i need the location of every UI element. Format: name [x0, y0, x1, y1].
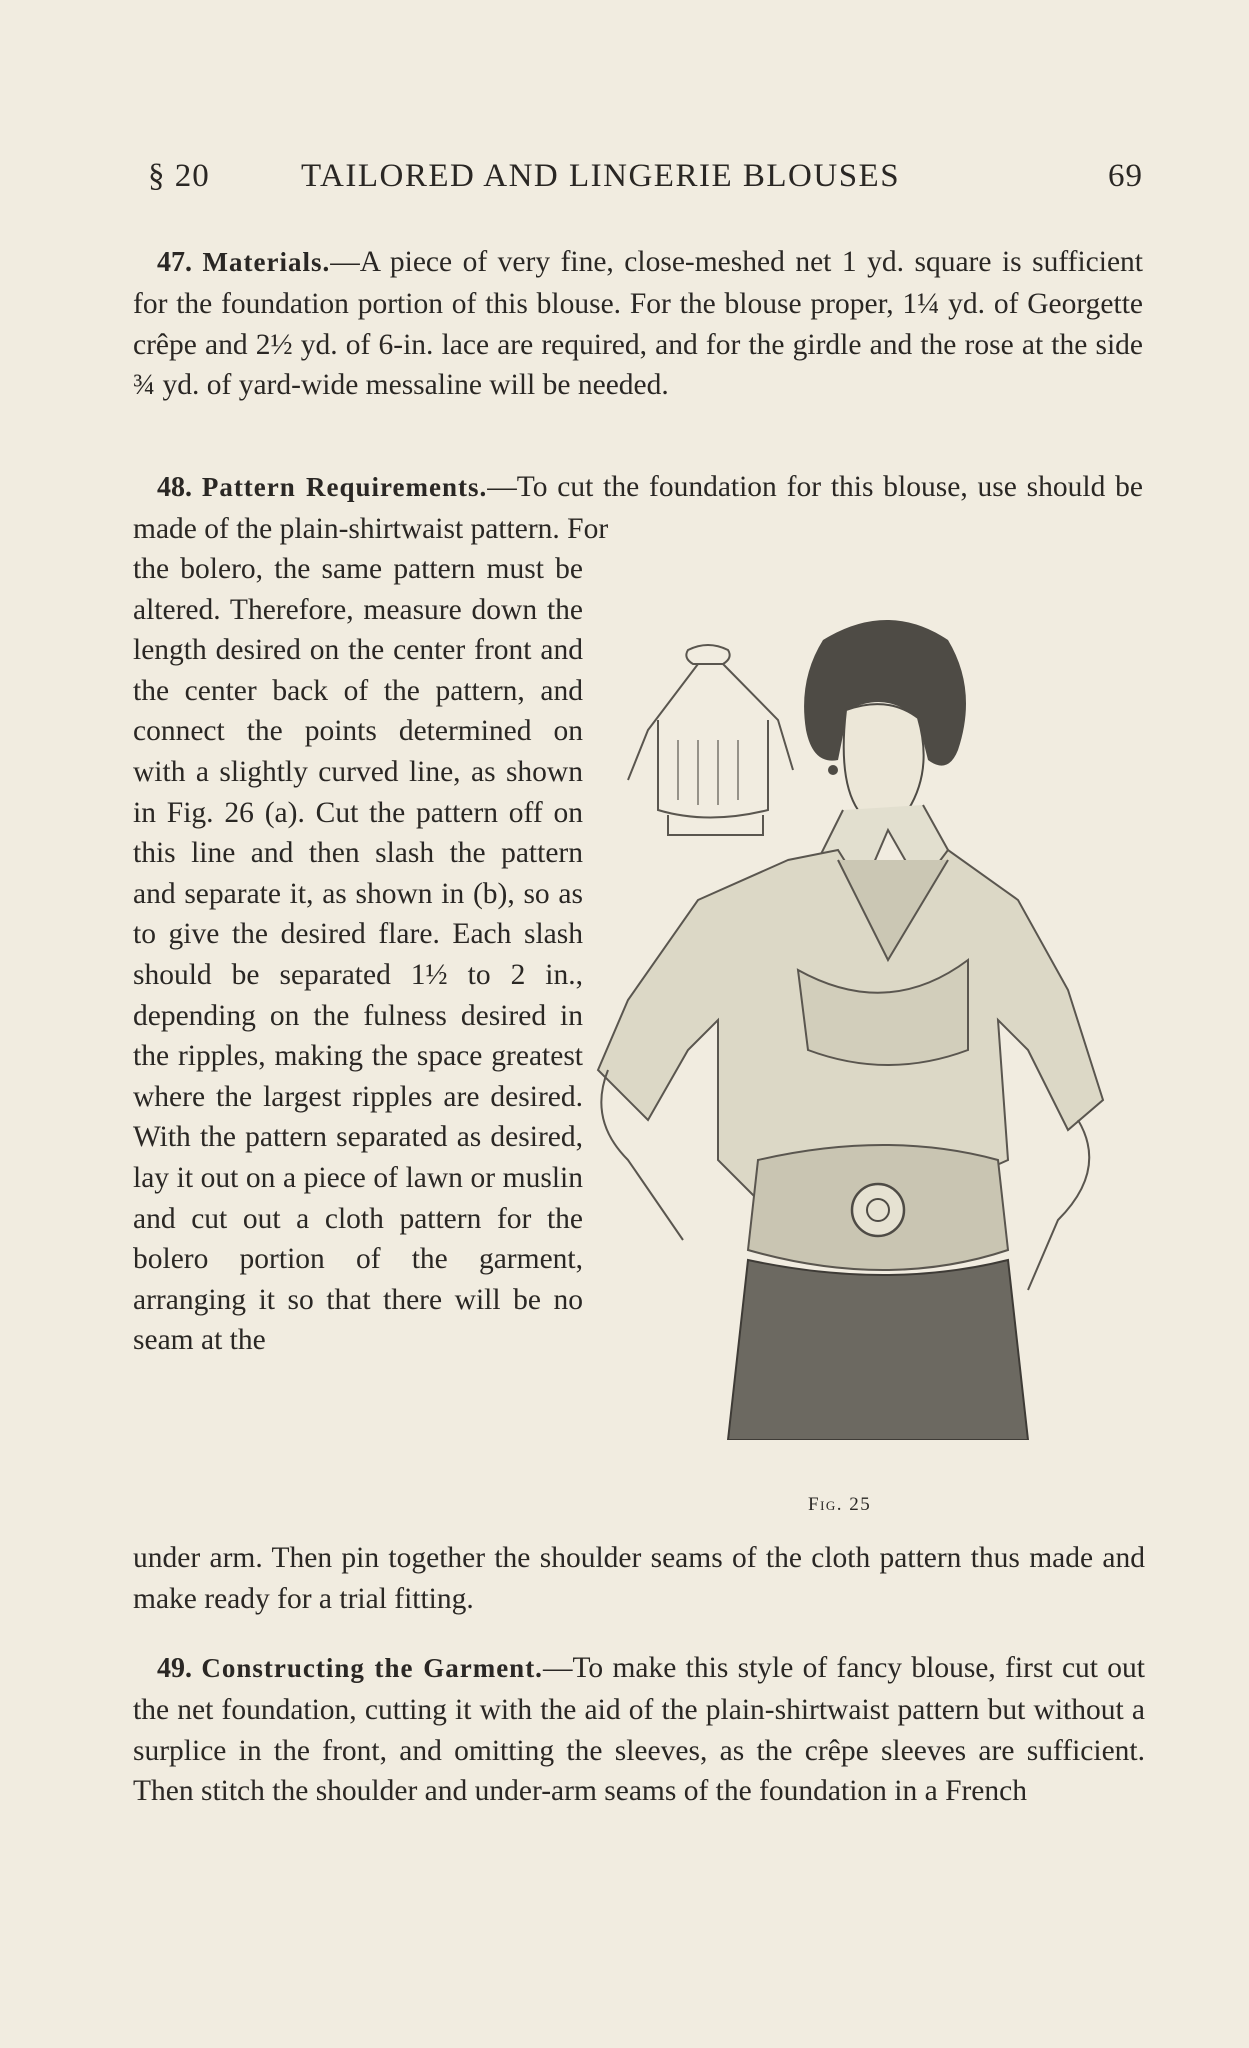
figure-head — [804, 620, 966, 819]
paragraph-text: —To make this style of fancy blouse, first cut out the net foundation, cutting it with the aid of the plain-shirtwaist pattern but without a surplice in the front, and omitting the sleeves, as the crêpe sleeves are sufficient. Then stitch the shoulder and under-arm seams of the foundation in a French — [133, 1652, 1145, 1808]
figure-caption: Fig. 25 — [808, 1494, 872, 1515]
paragraph-number: 49. — [157, 1653, 192, 1684]
paragraph-heading: Materials. — [202, 247, 331, 277]
paragraph-heading: Constructing the Garment. — [201, 1653, 543, 1683]
rose-ornament — [852, 1184, 904, 1236]
blouse-illustration — [588, 600, 1148, 1440]
paragraph-48-tail: under arm. Then pin together the shoulder seams of the cloth pattern thus made and make ready for a trial fitting. — [133, 1542, 1145, 1615]
section-mark: § 20 — [148, 158, 210, 194]
paragraph-text: —A piece of very fine, close-meshed net 1 yd. square is sufficient for the foundation portion of this blouse. For the blouse proper, 1¼ yd. of Georgette crêpe and 2½ yd. of 6-in. lace are required, and for the girdle and the rose at the side ¾ yd. of yard-wide messaline will be needed. — [133, 246, 1144, 402]
paragraph-48 — [133, 467, 1143, 550]
paragraph-heading: Pattern Requirements. — [201, 472, 488, 502]
paragraph-48-column: the bolero, the same pattern must be altered. Therefore, measure down the length desired on the center front and the center back of the pattern, and connect the points determined on with a slightly curved line, as shown in Fig. 26 (a). Cut the pattern off on this line and then slash the pattern and separate it, as shown in (b), so as to give the desired flare. Each slash should be separated 1½ to 2 in., depending on the fulness desired in the ripples, making the space greatest where the largest ripples are desired. With the pattern separated as desired, lay it out on a piece of lawn or muslin and cut out a cloth pattern for the bolero portion of the garment, arranging it so that there will be no seam at the — [133, 553, 583, 1357]
paragraph-47 — [133, 242, 1143, 406]
page-number: 69 — [1108, 158, 1143, 194]
skirt — [728, 1260, 1028, 1440]
paragraph-text: —To cut the foundation for this blouse, use should be made of the plain-shirtwaist pattern. For — [133, 471, 1144, 545]
running-title: TAILORED AND LINGERIE BLOUSES — [301, 158, 901, 194]
back-view-sketch — [628, 645, 793, 835]
paragraph-number: 47. — [157, 247, 192, 278]
paragraph-number: 48. — [157, 472, 192, 503]
paragraph-49 — [133, 1648, 1145, 1812]
running-head — [148, 158, 1143, 206]
